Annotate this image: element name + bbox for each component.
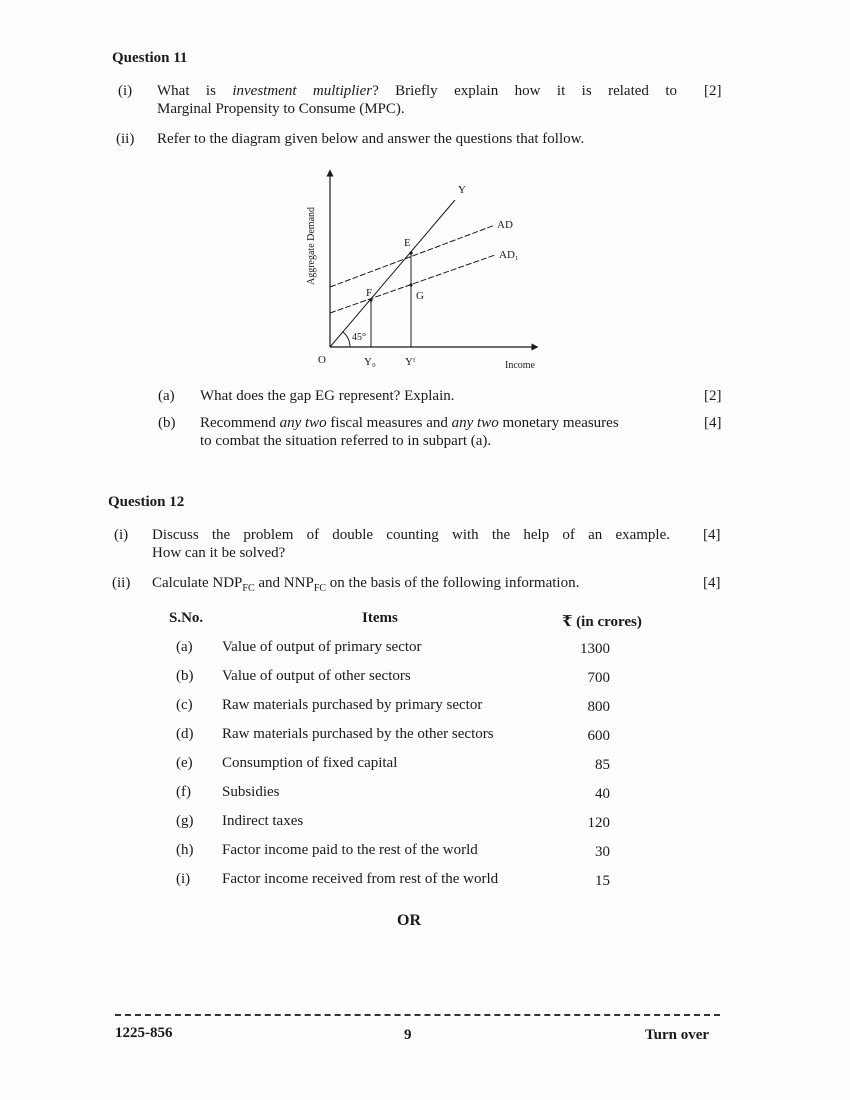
table-header-items: Items <box>362 610 398 626</box>
q12-i-marks: [4] <box>703 527 721 543</box>
q11-i-marks: [2] <box>704 83 722 99</box>
q12-ii-label: (ii) <box>112 575 131 591</box>
q11-b-text: Recommend any two fiscal measures and any two monetary measures <box>200 415 619 431</box>
table-header-value: ₹ (in crores) <box>562 614 642 630</box>
point-e-label: E <box>404 237 411 249</box>
table-row-value: 120 <box>587 815 610 831</box>
point-g-dot <box>409 283 412 286</box>
table-row-sno: (h) <box>176 842 194 858</box>
q11-a-label: (a) <box>158 388 175 404</box>
table-header-sno: S.No. <box>169 610 204 626</box>
ad-label: AD <box>497 219 513 231</box>
question-12-heading: Question 12 <box>108 494 185 510</box>
table-row-value: 800 <box>587 699 610 715</box>
table-row-item: Indirect taxes <box>222 813 304 829</box>
table-row-value: 30 <box>595 844 610 860</box>
q11-i-label: (i) <box>118 83 133 99</box>
q11-b-label: (b) <box>158 415 176 431</box>
table-row-item: Value of output of other sectors <box>222 668 411 684</box>
point-e-dot <box>409 251 412 254</box>
table-row-sno: (g) <box>176 813 194 829</box>
q11-ii-label: (ii) <box>116 131 135 147</box>
table-row-value: 40 <box>595 786 610 802</box>
q11-a-marks: [2] <box>704 388 722 404</box>
line-45-label: Y <box>458 184 466 196</box>
footer-turn-over: Turn over <box>645 1027 710 1043</box>
q11-a-text: What does the gap EG represent? Explain. <box>200 388 455 404</box>
q12-i-text: Discuss the problem of double counting with the help of an example. <box>152 527 670 543</box>
angle-label: 45° <box>352 332 366 343</box>
yf-label: Yᶠ <box>405 356 416 368</box>
table-row-item: Factor income received from rest of the world <box>222 871 499 887</box>
angle-arc <box>343 332 350 347</box>
table-row-value: 85 <box>595 757 610 773</box>
y0-label: Y₀ <box>364 356 376 368</box>
q11-b-marks: [4] <box>704 415 722 431</box>
x-axis-label: Income <box>505 360 535 371</box>
ad1-line <box>330 255 495 313</box>
table-row-sno: (f) <box>176 784 191 800</box>
point-f-label: F <box>366 287 373 299</box>
table-row-sno: (e) <box>176 755 193 771</box>
q12-i-text-line2: How can it be solved? <box>152 545 286 561</box>
footer-paper-code: 1225-856 <box>115 1025 173 1041</box>
table-row-item: Value of output of primary sector <box>222 639 422 655</box>
table-row-value: 600 <box>587 728 610 744</box>
q12-ii-marks: [4] <box>703 575 721 591</box>
question-11-heading: Question 11 <box>112 50 188 66</box>
q11-b-text-line2: to combat the situation referred to in subpart (a). <box>200 433 492 449</box>
table-row-sno: (a) <box>176 639 193 655</box>
q11-i-text: What is investment multiplier? Briefly explain how it is related to <box>157 83 677 99</box>
footer-divider <box>115 1014 720 1016</box>
q11-ii-text: Refer to the diagram given below and answer the questions that follow. <box>157 131 585 147</box>
table-row-item: Raw materials purchased by the other sectors <box>222 726 494 742</box>
table-row-value: 700 <box>587 670 610 686</box>
table-row-value: 15 <box>595 873 610 889</box>
table-row-sno: (c) <box>176 697 193 713</box>
table-row-sno: (d) <box>176 726 194 742</box>
y-axis-label: Aggregate Demand <box>306 206 317 285</box>
or-separator: OR <box>397 912 421 929</box>
aggregate-demand-diagram <box>300 165 560 380</box>
table-row-item: Raw materials purchased by primary sector <box>222 697 483 713</box>
origin-label: O <box>318 354 326 366</box>
q12-i-label: (i) <box>114 527 129 543</box>
table-row-item: Subsidies <box>222 784 280 800</box>
q11-i-text-line2: Marginal Propensity to Consume (MPC). <box>157 101 405 117</box>
ad-line <box>330 225 495 287</box>
ad1-label: AD₁ <box>499 249 519 261</box>
table-row-sno: (b) <box>176 668 194 684</box>
point-g-label: G <box>416 290 424 302</box>
line-45-degree <box>330 200 455 347</box>
table-row-value: 1300 <box>580 641 610 657</box>
table-row-item: Consumption of fixed capital <box>222 755 398 771</box>
q12-ii-text: Calculate $NDP_{FC}$ and $NNP_{FC}$ on the basis of the following information. <box>152 575 580 594</box>
footer-page-number: 9 <box>404 1027 412 1043</box>
table-row-item: Factor income paid to the rest of the world <box>222 842 478 858</box>
table-row-sno: (i) <box>176 871 191 887</box>
